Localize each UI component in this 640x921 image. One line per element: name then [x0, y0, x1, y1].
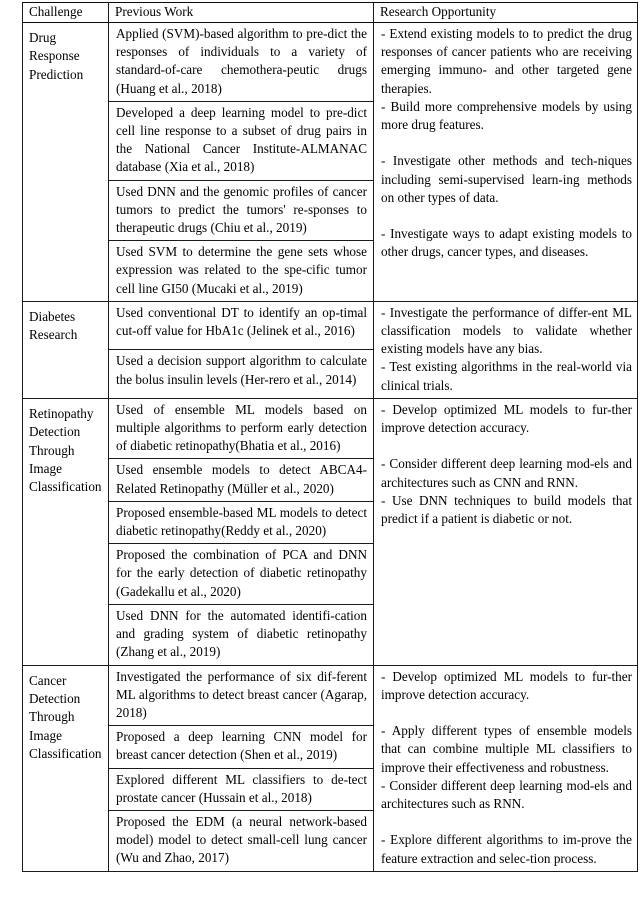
- research-opportunity-item: - Build more comprehensive models by using more drug features.: [381, 98, 632, 133]
- challenge-cell: [23, 23, 109, 302]
- previous-work-cell: Used ensemble models to detect ABCA4-Related Retinopathy (Müller et al., 2020): [109, 459, 374, 501]
- table-header: [23, 3, 638, 23]
- table-row: [23, 398, 638, 459]
- challenge-label-line: Classification: [29, 479, 102, 495]
- previous-work-cell: Developed a deep learning model to pre-dict cell line response to a subset of drug pairs in the National Cancer Institute-ALMANAC database (Xia et al., 2018): [109, 101, 374, 180]
- research-opportunity-cell: [374, 23, 638, 302]
- challenge-label-line: Drug: [29, 30, 57, 45]
- challenge-label-line: Diabetes: [29, 308, 76, 324]
- previous-work-cell: Used SVM to determine the gene sets whose expression was related to the spe-cific tumor cell line GI50 (Mucaki et al., 2019): [109, 241, 374, 302]
- challenge-label-line: Cancer: [29, 672, 67, 688]
- previous-work-cell: Used a decision support algorithm to calculate the bolus insulin levels (Her-rero et al., 2014): [109, 350, 374, 399]
- previous-work-cell: Proposed the EDM (a neural network-based model) model to detect small-cell lung cancer (Wu and Zhao, 2017): [109, 811, 374, 872]
- research-opportunity-cell: [374, 398, 638, 665]
- column-header-previous-work: Previous Work: [109, 3, 374, 23]
- research-opportunity-item: - Explore different algorithms to im-prove the feature extraction and selec-tion process.: [381, 832, 632, 866]
- header-row: [23, 3, 638, 23]
- research-opportunity-item: - Consider different deep learning mod-els and architectures such as RNN.: [381, 777, 632, 811]
- table-row: [23, 665, 638, 726]
- challenge-label-line: Detection: [29, 690, 81, 706]
- previous-work-cell: Applied (SVM)-based algorithm to pre-dict the responses of individuals to a variety of standard-of-care chemothera-peutic drugs (Huang et al., 2018): [109, 23, 374, 102]
- challenge-label-line: Through: [29, 709, 75, 725]
- previous-work-cell: Used DNN for the automated identifi-cation and grading system of diabetic retinopathy (Zhang et al., 2019): [109, 604, 374, 665]
- challenge-label-line: Image: [29, 727, 62, 743]
- challenge-label-line: Classification: [29, 746, 102, 762]
- previous-work-cell: Used DNN and the genomic profiles of cancer tumors to predict the tumors' re-sponses to therapeutic drugs (Chiu et al., 2019): [109, 180, 374, 241]
- research-opportunity-item: - Develop optimized ML models to fur-ther improve detection accuracy.: [381, 668, 632, 702]
- research-opportunity-item: - Apply different types of ensemble models that can combine multiple ML classifiers to improve their effectiveness and robustness.: [381, 723, 632, 775]
- challenge-cell: [23, 665, 109, 871]
- challenge-label-line: Prediction: [29, 66, 84, 82]
- challenge-label-line: Through: [29, 442, 75, 458]
- research-challenges-table: [22, 2, 638, 872]
- table-row: [23, 23, 638, 102]
- research-opportunity-item: - Investigate ways to adapt existing models to other drugs, cancer types, and diseases.: [381, 226, 632, 260]
- research-opportunity-cell: [374, 665, 638, 871]
- table-body: [23, 23, 638, 872]
- challenge-label-line: Retinopathy: [29, 405, 94, 421]
- previous-work-cell: Used of ensemble ML models based on multiple algorithms to perform early detection of diabetic retinopathy(Bhatia et al., 2016): [109, 398, 374, 459]
- research-opportunity-item: - Develop optimized ML models to fur-ther improve detection accuracy.: [381, 401, 632, 436]
- research-opportunity-item: - Extend existing models to to predict the drug responses of cancer patients who are receiving emerging immuno- and other targeted gene therapies.: [381, 26, 632, 96]
- challenge-label-line: Research: [29, 327, 78, 343]
- previous-work-cell: Proposed the combination of PCA and DNN for the early detection of diabetic retinopathy (Gadekallu et al., 2020): [109, 544, 374, 605]
- research-opportunity-item: - Test existing algorithms in the real-world via clinical trials.: [381, 359, 632, 393]
- challenge-cell: [23, 301, 109, 398]
- research-opportunity-cell: [374, 301, 638, 398]
- previous-work-cell: Proposed ensemble-based ML models to detect diabetic retinopathy(Reddy et al., 2020): [109, 501, 374, 543]
- previous-work-cell: Proposed a deep learning CNN model for breast cancer detection (Shen et al., 2019): [109, 726, 374, 768]
- research-opportunity-item: - Use DNN techniques to build models that predict if a patient is diabetic or not.: [381, 492, 632, 527]
- challenge-cell: [23, 398, 109, 665]
- table-row: [23, 301, 638, 350]
- column-header-challenge: Challenge: [23, 3, 109, 23]
- research-opportunity-item: - Investigate other methods and tech-niques including semi-supervised learn-ing methods on other types of data.: [381, 153, 632, 205]
- research-opportunity-item: - Investigate the performance of differ-ent ML classification models to validate whether existing models have any bias.: [381, 304, 632, 357]
- column-header-research-opportunity: Research Opportunity: [374, 3, 638, 23]
- challenge-label-line: Detection: [29, 424, 81, 440]
- previous-work-cell: Explored different ML classifiers to de-tect prostate cancer (Hussain et al., 2018): [109, 768, 374, 810]
- challenge-label-line: Image: [29, 461, 62, 477]
- research-opportunity-item: - Consider different deep learning mod-els and architectures such as CNN and RNN.: [381, 456, 632, 490]
- challenge-label-line: Response: [29, 48, 80, 64]
- previous-work-cell: Used conventional DT to identify an op-timal cut-off value for HbA1c (Jelinek et al., 2016): [109, 301, 374, 350]
- previous-work-cell: Investigated the performance of six dif-ferent ML algorithms to detect breast cancer (Agarap, 2018): [109, 665, 374, 726]
